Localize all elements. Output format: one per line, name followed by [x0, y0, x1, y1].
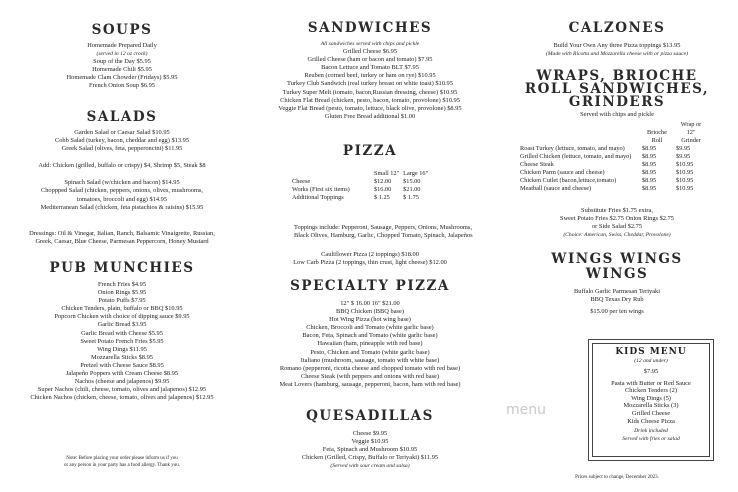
- soups-list: [8, 42, 236, 91]
- menu-line: Garlic Bread with Cheese $5.95: [81, 329, 163, 337]
- menu-line: Mediterranean Salad (chicken, feta pistachios & raisins) $15.95: [40, 203, 204, 211]
- menu-line: Mozzarella Sticks (3): [623, 402, 679, 410]
- table-row: Meatball (sauce and cheese) $8.95 $10.95: [520, 185, 694, 192]
- table-row: Works (First six items) $16.00 $21.00: [292, 186, 421, 193]
- munchies-list: [8, 281, 236, 402]
- menu-line: Cheese Steak (with peppers and onions with red base): [300, 372, 440, 380]
- menu-line: Grilled Cheese: [631, 410, 671, 418]
- menu-line: Bacon Lettuce and Tomato BLT $7.95: [321, 64, 419, 72]
- pizza-toppings: [294, 224, 494, 240]
- pizza-extra: [246, 251, 494, 267]
- wraps-notes: [504, 207, 730, 239]
- menu-line: Turkey Super Melt (tomato, bacon,Russian dressing, cheese) $10.95: [282, 88, 458, 96]
- menu-line: Hot Wing Pizza (hot wing base): [329, 316, 411, 324]
- menu-line: (Made with Ricotta and Mozzarella cheese with or pizza sauce): [546, 51, 688, 58]
- menu-line: French Fries $4.95: [97, 281, 147, 288]
- kids-menu-title: KIDS MENU: [615, 347, 687, 357]
- sandwiches-heading: SANDWICHES: [307, 20, 433, 36]
- menu-line: Sweet Potato French Fries $5.95: [80, 337, 164, 345]
- menu-line: Meat Lovers (hamburg, sausage, pepperoni, bacon, ham with red base): [279, 380, 461, 388]
- pizza-size-large: Large 16": [403, 170, 429, 177]
- menu-line: Popcorn Chicken with choice of dipping sauce $9.95: [54, 313, 190, 321]
- menu-line: Add: Chicken (grilled, buffalo or crispy) $4, Shrimp $5, Steak $8: [38, 162, 206, 170]
- menu-line: 12" $ 16.00 16" $21.00: [340, 300, 400, 307]
- menu-line: Toppings include: Pepperoni, Sausage, Peppers, Onions, Mushrooms,: [294, 224, 472, 231]
- table-row: Chicken Cutlet (bacon,lettuce,tomato) $8.95 $10.95: [520, 177, 694, 184]
- menu-line: (Served with sour cream and salsa): [330, 463, 410, 470]
- kids-menu-box: [588, 339, 714, 461]
- menu-line: Turkey Club Sandwich (real turkey breast on white toast) $10.95: [287, 80, 453, 88]
- menu-line: Veggie $10.95: [351, 438, 389, 446]
- menu-line: BBQ Texas Dry Rub: [590, 296, 644, 304]
- menu-line: or any person in your party has a food allergy. Thank you.: [64, 463, 180, 468]
- pizza-heading: PIZZA: [342, 143, 398, 159]
- menu-line: Homemade Prepared Daily: [87, 42, 157, 49]
- menu-line: Homemade Clam Chowder (Fridays) $5.95: [66, 74, 178, 82]
- table-row: Cheese Steak $8.95 $10.95: [520, 161, 694, 168]
- menu-line: Super Nachos (chili, cheese, tomato, olives and jalapenos) $12.95: [37, 386, 207, 394]
- menu-line: Pesto, Chicken and Tomato (white garlic base): [310, 348, 430, 356]
- menu-line: Dressings: Oil & Vinegar, Italian, Ranch, Balsamic Vinaigrette, Russian,: [29, 230, 215, 237]
- table-row: Cheese $12.00 $15.00: [292, 178, 421, 185]
- allergy-note: [8, 455, 236, 469]
- menu-line: Note: Before placing your order please inform us if you: [66, 456, 178, 461]
- menu-line: Italiano (mushroom, sausage, tomato with white base): [300, 356, 440, 364]
- menu-line: Romano (pepperoni, ricotta cheese and chopped tomato with red base): [279, 364, 461, 372]
- table-row: Roast Turkey (lettuce, tomato, and mayo) $8.95 $9.95: [520, 145, 691, 152]
- menu-line: Chicken Nachos (chicken, cheese, tomato, olives and jalapenos) $12.95: [30, 394, 214, 402]
- menu-line: Kids Cheese Pizza: [627, 417, 675, 425]
- menu-line: BBQ Chicken (BBQ base): [336, 308, 404, 316]
- menu-line: Soup of the Day $5.95: [93, 58, 151, 66]
- table-row: Chicken Parm (sauce and cheese) $8.95 $10.95: [520, 169, 694, 176]
- kids-list: [593, 368, 709, 443]
- menu-line: Veggie Flat Bread (pesto, tomato, lettuce, black olive, provolone) $8.95: [278, 104, 462, 112]
- calzones-list: [504, 42, 730, 58]
- menu-line: $15.00 per ten wings: [590, 308, 644, 316]
- menu-line: Pretzel with Cheese Sauce $8.95: [80, 361, 164, 369]
- menu-line: (Choice: American, Swiss, Cheddar, Provolone): [563, 232, 671, 239]
- menu-line: Greek, Caesar, Blue Cheese, Parmesan Peppercorn, Honey Mustard: [35, 238, 209, 246]
- wings-list: [504, 288, 730, 316]
- menu-line: Substitute Fries $1.75 extra,: [581, 207, 653, 214]
- pizza-size-small: Small 12": [374, 170, 400, 177]
- salads-heading: SALADS: [86, 109, 158, 125]
- menu-line: Greek Salad (olives, feta, pepperoncini) $11.95: [61, 145, 183, 153]
- wraps-subtitle: Served with chips and pickle: [580, 111, 654, 118]
- wings-heading: WINGS WINGS WINGS: [551, 251, 683, 282]
- menu-line: Reuben (corned beef, turkey or ham on rye) $10.95: [304, 72, 436, 80]
- menu-line: Cobb Salad (turkey, bacon, cheddar and egg) $13.95: [54, 137, 190, 145]
- menu-line: Grilled Cheese $6.95: [342, 48, 398, 56]
- calzones-heading: CALZONES: [568, 20, 666, 36]
- menu-line: Cauliflower Pizza (2 toppings) $18.00: [321, 251, 419, 258]
- price-footer: Prices subject to change, December 2023.: [575, 475, 659, 480]
- menu-line: Cheese $9.95: [352, 430, 388, 437]
- menu-line: Black Olives, Hamburg, Garlic, Chopped Tomato, Spinach, Jalapeños: [294, 232, 473, 240]
- menu-line: Chicken Tenders, plain, buffalo or BBQ $10.95: [61, 305, 183, 313]
- menu-line: Sweet Potato Fries $2.75 Onion Rings $2.75: [560, 215, 674, 223]
- menu-line: Served with fries or salad: [622, 435, 680, 442]
- menu-line: Wing Dings (5): [631, 394, 671, 402]
- menu-line: Grilled Cheese (ham or bacon and tomato) $7.95: [307, 56, 433, 64]
- menu-line: Chicken (Grilled, Crispy, Buffalo or Teriyaki) $11.95: [301, 454, 439, 462]
- menu-line: Choppped Salad (chicken, peppers, onions, olives, mushrooms,: [40, 187, 204, 195]
- menu-line: Garden Salad or Caesar Salad $10.95: [74, 129, 170, 136]
- menu-line: Hawaiian (ham, pineapple with red base): [317, 340, 423, 348]
- menu-line: Chicken Flat Bread (chicken, pesto, bacon, tomato, provolone) $10.95: [280, 96, 460, 104]
- quesadillas-heading: QUESADILLAS: [306, 408, 434, 424]
- menu-line: Chicken Tenders (2): [625, 387, 677, 395]
- menu-line: Mozzarella Sticks $8.95: [91, 353, 153, 361]
- kids-menu-inner-border: [592, 343, 710, 457]
- wraps-heading: WRAPS, BRIOCHE ROLL SANDWICHES, GRINDERS: [524, 68, 710, 110]
- salads-list: [8, 129, 236, 212]
- menu-line: Garlic Bread $3.95: [97, 321, 147, 329]
- quesadillas-list: [246, 430, 494, 470]
- menu-line: or Side Salad $2.75: [591, 223, 643, 231]
- menu-line: tomatoes, broccoli and egg) $14.95: [76, 195, 168, 203]
- menu-line: All sandwiches served with chips and pickle: [320, 41, 420, 47]
- menupix-watermark: menu: [506, 402, 546, 418]
- menu-line: $7.95: [643, 368, 659, 376]
- specialty-pizza-heading: SPECIALTY PIZZA: [290, 278, 450, 294]
- menu-line: Homemade Chili $5.95: [92, 66, 152, 74]
- menu-line: Feta, Spinach and Mushroom $10.95: [322, 446, 418, 454]
- menu-line: Chicken, Broccoli and Tomato (white garlic base): [306, 324, 434, 332]
- menu-line: Jalapeño Poppers with Cream Cheese $8.95: [65, 370, 179, 378]
- menu-line: Low Carb Pizza (2 toppings, thin crust, light cheese) $12.00: [293, 259, 447, 267]
- sandwiches-list: [246, 40, 494, 121]
- menu-line: French Onion Soup $6.95: [88, 82, 156, 90]
- menu-line: (served in 12 oz crock): [96, 51, 148, 58]
- table-row: Grilled Chicken (lettuce, tomato, and mayo) $8.95 $9.95: [520, 153, 691, 160]
- dressings-list: [8, 230, 236, 246]
- menu-line: Onion Rings $5.95: [97, 289, 147, 297]
- menu-line: Gluten Free Bread additional $1.00: [324, 112, 416, 120]
- menu-line: Build Your Own Any three Pizza toppings $13.95: [553, 42, 681, 49]
- menu-line: Nachos (cheese and jalapenos) $9.95: [74, 378, 170, 386]
- munchies-heading: PUB MUNCHIES: [49, 260, 195, 276]
- wraps-price-table: Brioche Roll Wrap or 12" Grinder Roast Turkey (lettuce, tomato, and mayo) $8.95 $9.95 Grilled Chicken (lettuce, tomato, and mayo) $8.95 $9.95 Cheese Steak $8.95 $10.95 Chicken Parm (sauce and cheese) $8.95 $10.95 Chicken Cutlet (bacon,lettuce,tomato) $8.95 $10.95 Meatball (sauce and cheese) $8.95 $10.95: [518, 121, 708, 193]
- menu-line: Wing Dings $11.95: [97, 345, 147, 353]
- soups-heading: SOUPS: [91, 22, 153, 38]
- menu-line: Bacon, Feta, Spinach and Tomato (white garlic base): [302, 332, 438, 340]
- menu-line: Spinach Salad (w/chicken and bacon) $14.95: [64, 179, 180, 187]
- table-row: Additional Toppings $ 1.25 $ 1.75: [292, 194, 419, 201]
- menu-line: Drink included: [634, 428, 668, 435]
- specialty-list: [246, 300, 494, 389]
- menu-line: Potato Puffs $7.95: [98, 297, 146, 305]
- kids-subtitle: (12 and under): [634, 358, 668, 364]
- menu-line: Pasta with Butter or Red Sauce: [611, 379, 691, 387]
- pizza-price-table: [290, 170, 430, 202]
- menu-line: Buffalo Garlic Parmesan Teriyaki: [573, 288, 661, 295]
